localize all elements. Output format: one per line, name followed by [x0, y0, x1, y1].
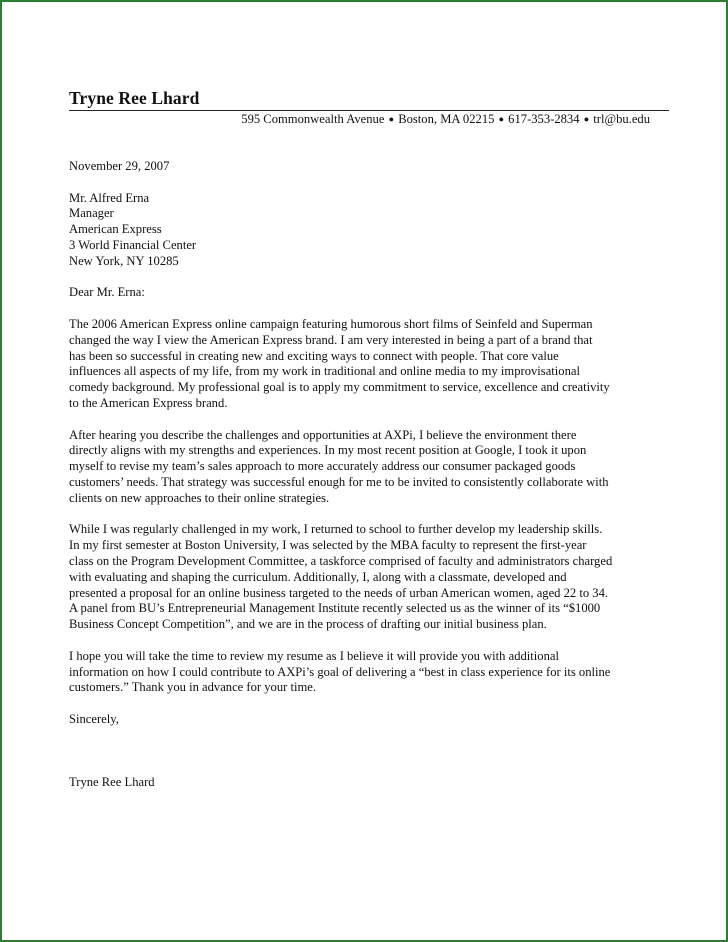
recipient-line: Mr. Alfred Erna: [69, 190, 150, 205]
text-line: While I was regularly challenged in my work, I returned to school to further develop my leadership skills.: [69, 522, 603, 537]
text-line: presented a proposal for an online business targeted to the needs of urban American women, aged 22 to 34.: [69, 585, 609, 600]
bullet-separator-icon: ●: [498, 114, 505, 124]
paragraph-1: [69, 317, 669, 412]
salutation: Dear Mr. Erna:: [69, 285, 145, 300]
text-line: In my first semester at Boston University, I was selected by the MBA faculty to represent the first-year: [69, 538, 587, 553]
text-line: directly aligns with my strengths and experiences. In my most recent position at Google, I took it upon: [69, 443, 587, 458]
text-line: clients on new approaches to their online strategies.: [69, 490, 330, 505]
text-line: comedy background. My professional goal is to apply my commitment to service, excellence and creativity: [69, 380, 610, 395]
text-line: has been so successful in creating new and exciting ways to connect with people. That core value: [69, 348, 559, 363]
letter-body: [69, 159, 669, 807]
recipient-line: American Express: [69, 222, 162, 237]
contact-email: trl@bu.edu: [593, 112, 650, 126]
contact-city: Boston, MA 02215: [398, 112, 495, 126]
contact-phone: 617-353-2834: [508, 112, 580, 126]
text-line: customers’ needs. That strategy was successful enough for me to be invited to consistently collaborate with: [69, 474, 609, 489]
text-line: Business Concept Competition”, and we are in the process of drafting our initial business plan.: [69, 617, 547, 632]
text-line: to the American Express brand.: [69, 395, 228, 410]
signature-name: Tryne Ree Lhard: [69, 775, 155, 790]
paragraph-2: [69, 428, 669, 507]
paragraph-4: [69, 649, 669, 696]
text-line: influences all aspects of my life, from my work in traditional and online media to my improvisational: [69, 364, 580, 379]
text-line: I hope you will take the time to review my resume as I believe it will provide you with additional: [69, 648, 559, 663]
contact-address: 595 Commonwealth Avenue: [241, 112, 385, 126]
recipient-line: New York, NY 10285: [69, 253, 179, 268]
contact-line: [241, 112, 650, 127]
text-line: information on how I could contribute to AXPi’s goal of delivering a “best in class experience for its online: [69, 664, 611, 679]
text-line: The 2006 American Express online campaign featuring humorous short films of Seinfeld and Superman: [69, 316, 593, 331]
text-line: After hearing you describe the challenges and opportunities at AXPi, I believe the environment there: [69, 427, 577, 442]
recipient-block: [69, 191, 669, 270]
recipient-line: 3 World Financial Center: [69, 237, 197, 252]
signature-space: [69, 743, 669, 775]
text-line: changed the way I view the American Express brand. I am very interested in being a part of a brand that: [69, 332, 593, 347]
text-line: with evaluating and shaping the curriculum. Additionally, I, along with a classmate, developed and: [69, 569, 567, 584]
text-line: myself to revise my team’s sales approach to more accurately address our consumer packaged goods: [69, 459, 576, 474]
bullet-separator-icon: ●: [388, 114, 395, 124]
paragraph-3: [69, 522, 669, 633]
recipient-line: Manager: [69, 206, 114, 221]
text-line: customers.” Thank you in advance for your time.: [69, 680, 317, 695]
letter-date: November 29, 2007: [69, 159, 170, 173]
sender-name: Tryne Ree Lhard: [69, 88, 200, 108]
closing: Sincerely,: [69, 711, 119, 726]
text-line: A panel from BU’s Entrepreneurial Management Institute recently selected us as the winner of its “$1000: [69, 601, 601, 616]
text-line: class on the Program Development Committee, a taskforce comprised of faculty and administrators charged: [69, 553, 613, 568]
bullet-separator-icon: ●: [583, 114, 590, 124]
header-rule: [69, 110, 669, 111]
